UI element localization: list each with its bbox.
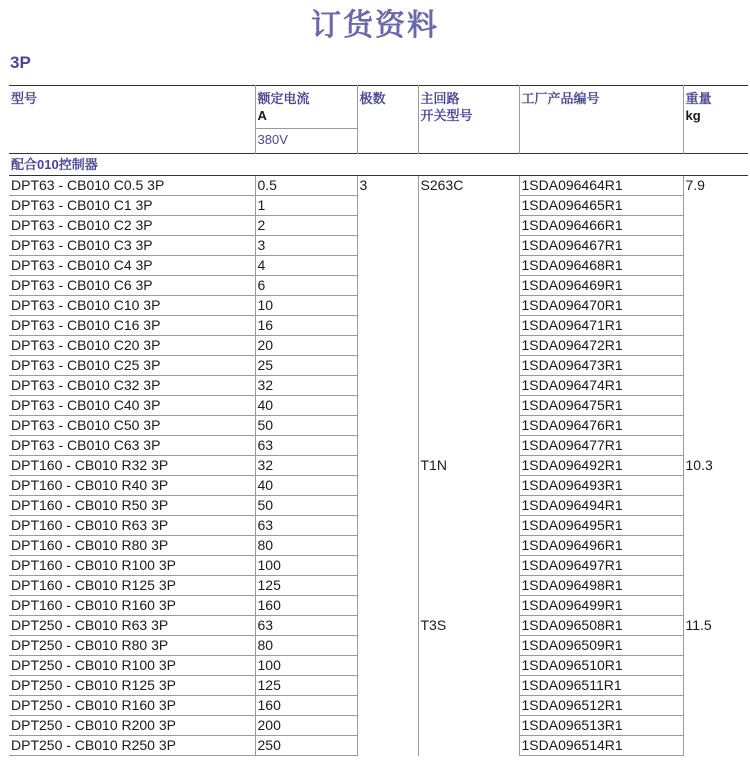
cell-model: DPT250 - CB010 R125 3P	[9, 676, 255, 696]
cell-model: DPT250 - CB010 R200 3P	[9, 716, 255, 736]
cell-model: DPT63 - CB010 C1 3P	[9, 196, 255, 216]
cell-current: 80	[255, 536, 357, 556]
cell-code: 1SDA096475R1	[519, 396, 683, 416]
cell-model: DPT63 - CB010 C10 3P	[9, 296, 255, 316]
cell-current: 6	[255, 276, 357, 296]
cell-current: 0.5	[255, 176, 357, 196]
cell-weight: 11.5	[683, 616, 748, 756]
page-title: 订货资料	[311, 8, 439, 43]
cell-model: DPT63 - CB010 C4 3P	[9, 256, 255, 276]
cell-code: 1SDA096494R1	[519, 496, 683, 516]
cell-current: 4	[255, 256, 357, 276]
cell-code: 1SDA096513R1	[519, 716, 683, 736]
cell-code: 1SDA096499R1	[519, 596, 683, 616]
cell-current: 3	[255, 236, 357, 256]
header-poles: 极数	[357, 86, 418, 154]
cell-poles: 3	[357, 176, 418, 756]
cell-model: DPT160 - CB010 R63 3P	[9, 516, 255, 536]
table-body	[9, 176, 748, 756]
cell-code: 1SDA096470R1	[519, 296, 683, 316]
cell-model: DPT63 - CB010 C63 3P	[9, 436, 255, 456]
cell-model: DPT250 - CB010 R100 3P	[9, 656, 255, 676]
cell-code: 1SDA096509R1	[519, 636, 683, 656]
cell-current: 160	[255, 596, 357, 616]
cell-code: 1SDA096471R1	[519, 316, 683, 336]
header-voltage: 380V	[255, 129, 357, 154]
cell-code: 1SDA096477R1	[519, 436, 683, 456]
cell-code: 1SDA096466R1	[519, 216, 683, 236]
cell-model: DPT63 - CB010 C2 3P	[9, 216, 255, 236]
header-weight: 重量 kg	[683, 86, 748, 154]
cell-code: 1SDA096514R1	[519, 736, 683, 756]
cell-code: 1SDA096498R1	[519, 576, 683, 596]
cell-current: 100	[255, 656, 357, 676]
cell-model: DPT63 - CB010 C6 3P	[9, 276, 255, 296]
header-current: 额定电流 A	[255, 86, 357, 129]
cell-model: DPT250 - CB010 R250 3P	[9, 736, 255, 756]
cell-model: DPT160 - CB010 R100 3P	[9, 556, 255, 576]
cell-model: DPT63 - CB010 C20 3P	[9, 336, 255, 356]
cell-weight: 7.9	[683, 176, 748, 456]
cell-model: DPT160 - CB010 R40 3P	[9, 476, 255, 496]
cell-switch: T3S	[418, 616, 519, 756]
cell-switch: S263C	[418, 176, 519, 456]
cell-current: 100	[255, 556, 357, 576]
cell-code: 1SDA096476R1	[519, 416, 683, 436]
cell-current: 50	[255, 496, 357, 516]
cell-model: DPT63 - CB010 C40 3P	[9, 396, 255, 416]
cell-switch: T1N	[418, 456, 519, 616]
cell-current: 63	[255, 436, 357, 456]
cell-model: DPT250 - CB010 R63 3P	[9, 616, 255, 636]
cell-model: DPT160 - CB010 R125 3P	[9, 576, 255, 596]
cell-current: 20	[255, 336, 357, 356]
cell-current: 1	[255, 196, 357, 216]
cell-code: 1SDA096511R1	[519, 676, 683, 696]
cell-code: 1SDA096472R1	[519, 336, 683, 356]
cell-code: 1SDA096508R1	[519, 616, 683, 636]
cell-code: 1SDA096496R1	[519, 536, 683, 556]
cell-current: 63	[255, 616, 357, 636]
cell-code: 1SDA096464R1	[519, 176, 683, 196]
cell-code: 1SDA096467R1	[519, 236, 683, 256]
group-label: 配合010控制器	[9, 154, 748, 176]
cell-current: 40	[255, 476, 357, 496]
cell-code: 1SDA096512R1	[519, 696, 683, 716]
cell-code: 1SDA096495R1	[519, 516, 683, 536]
cell-current: 125	[255, 676, 357, 696]
header-model: 型号	[9, 86, 255, 154]
cell-current: 63	[255, 516, 357, 536]
cell-current: 32	[255, 456, 357, 476]
cell-model: DPT160 - CB010 R160 3P	[9, 596, 255, 616]
cell-code: 1SDA096468R1	[519, 256, 683, 276]
order-table	[9, 85, 748, 756]
cell-current: 16	[255, 316, 357, 336]
cell-weight: 10.3	[683, 456, 748, 616]
cell-model: DPT63 - CB010 C16 3P	[9, 316, 255, 336]
cell-model: DPT160 - CB010 R32 3P	[9, 456, 255, 476]
cell-current: 50	[255, 416, 357, 436]
cell-model: DPT250 - CB010 R80 3P	[9, 636, 255, 656]
cell-code: 1SDA096493R1	[519, 476, 683, 496]
cell-model: DPT160 - CB010 R80 3P	[9, 536, 255, 556]
cell-current: 160	[255, 696, 357, 716]
cell-code: 1SDA096465R1	[519, 196, 683, 216]
section-title: 3P	[10, 53, 31, 72]
cell-current: 125	[255, 576, 357, 596]
cell-code: 1SDA096510R1	[519, 656, 683, 676]
cell-code: 1SDA096497R1	[519, 556, 683, 576]
table-row	[9, 176, 748, 196]
cell-current: 10	[255, 296, 357, 316]
cell-model: DPT250 - CB010 R160 3P	[9, 696, 255, 716]
header-switch: 主回路 开关型号	[418, 86, 519, 154]
cell-current: 250	[255, 736, 357, 756]
cell-model: DPT63 - CB010 C3 3P	[9, 236, 255, 256]
cell-current: 200	[255, 716, 357, 736]
cell-current: 2	[255, 216, 357, 236]
cell-current: 32	[255, 376, 357, 396]
cell-model: DPT160 - CB010 R50 3P	[9, 496, 255, 516]
cell-code: 1SDA096469R1	[519, 276, 683, 296]
cell-model: DPT63 - CB010 C32 3P	[9, 376, 255, 396]
cell-code: 1SDA096473R1	[519, 356, 683, 376]
cell-code: 1SDA096474R1	[519, 376, 683, 396]
cell-code: 1SDA096492R1	[519, 456, 683, 476]
cell-model: DPT63 - CB010 C50 3P	[9, 416, 255, 436]
header-code: 工厂产品编号	[519, 86, 683, 154]
cell-model: DPT63 - CB010 C0.5 3P	[9, 176, 255, 196]
cell-model: DPT63 - CB010 C25 3P	[9, 356, 255, 376]
cell-current: 80	[255, 636, 357, 656]
cell-current: 25	[255, 356, 357, 376]
cell-current: 40	[255, 396, 357, 416]
